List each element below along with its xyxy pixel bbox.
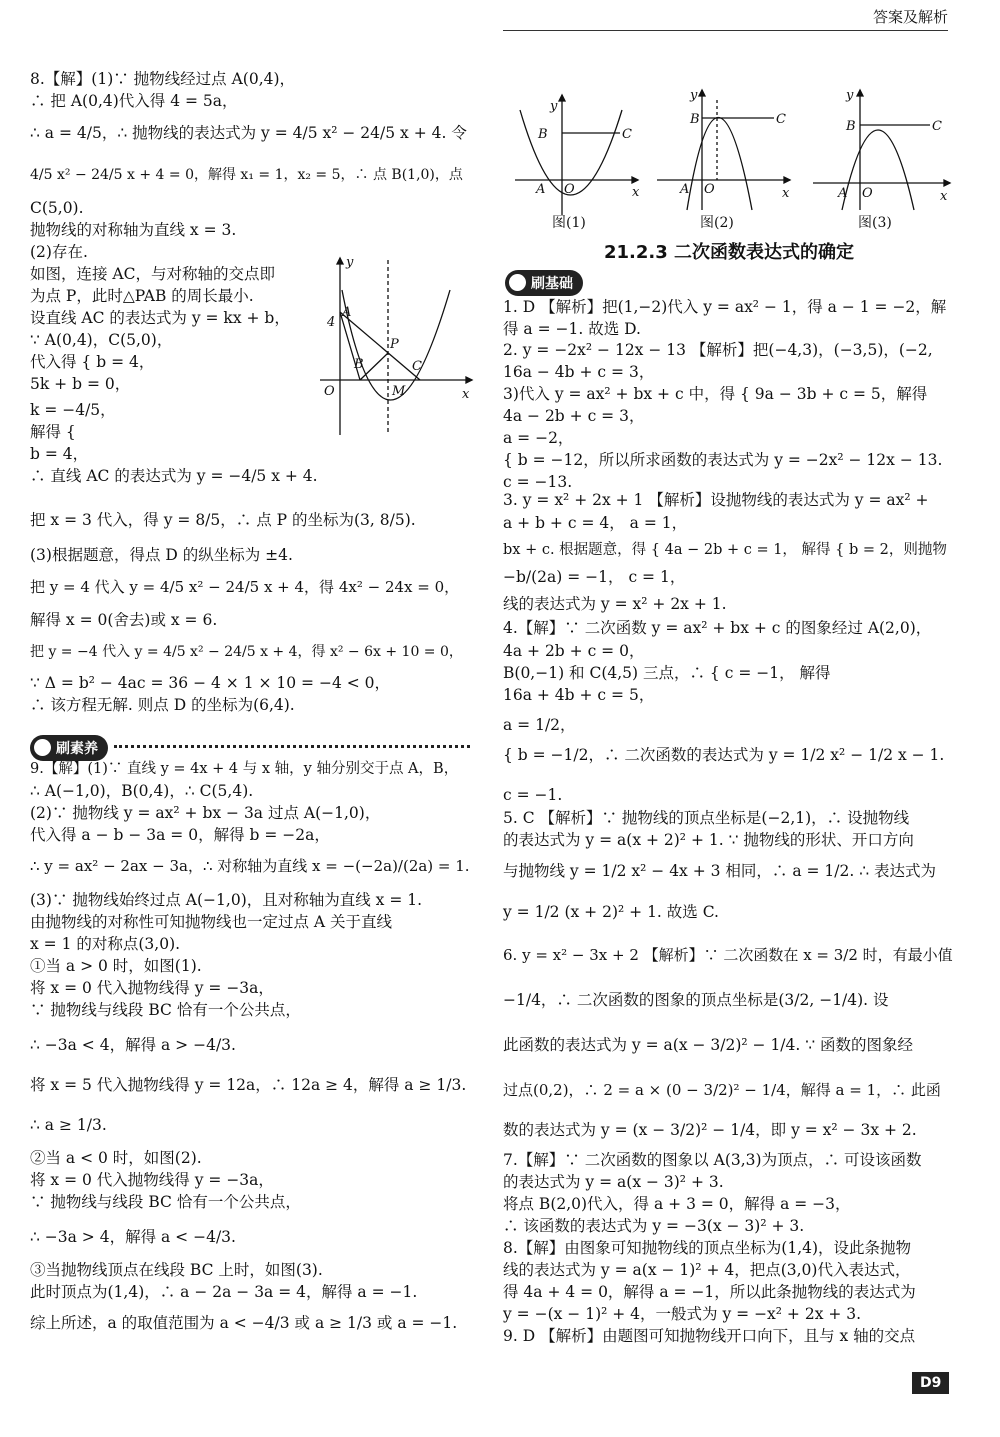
svg-text:4: 4 bbox=[327, 315, 336, 330]
left-text-line-2: ∴ a = 4/5，∴ 抛物线的表达式为 y = 4/5 x² − 24/5 x + 4. 令 bbox=[30, 124, 467, 142]
svg-text:O: O bbox=[564, 182, 575, 197]
right-text-line-20: c = −1. bbox=[503, 786, 563, 804]
svg-text:P: P bbox=[390, 337, 399, 352]
left-text-line-40: ∵ 抛物线与线段 BC 恰有一个公共点， bbox=[30, 1193, 301, 1211]
right-text-line-17: 16a + 4b + c = 5， bbox=[503, 686, 655, 704]
right-text-line-16: B(0,−1) 和 C(4,5) 三点，∴ { c = −1， 解得 bbox=[503, 664, 831, 682]
figure-2 bbox=[652, 85, 797, 215]
left-text-line-26: (2)∵ 抛物线 y = ax² + bx − 3a 过点 A(−1,0)， bbox=[30, 804, 381, 822]
left-text-line-4: C(5,0). bbox=[30, 199, 84, 217]
left-text-line-13: k = −4/5， bbox=[30, 401, 116, 419]
svg-text:y: y bbox=[346, 255, 354, 270]
svg-text:B: B bbox=[690, 112, 700, 127]
left-text-line-9: 设直线 AC 的表达式为 y = kx + b， bbox=[30, 309, 290, 327]
right-text-line-26: −1/4，∴ 二次函数的图象的顶点坐标是(3/2, −1/4). 设 bbox=[503, 991, 889, 1009]
figure-1-caption: 图(1) bbox=[552, 215, 586, 231]
left-text-line-30: 由抛物线的对称性可知抛物线也一定过点 A 关于直线 bbox=[30, 913, 393, 931]
right-text-line-30: 7.【解】∵ 二次函数的图象以 A(3,3)为顶点，∴ 可设该函数 bbox=[503, 1151, 922, 1169]
right-text-line-5: 4a − 2b + c = 3， bbox=[503, 407, 645, 425]
right-text-line-12: −b/(2a) = −1， c = 1， bbox=[503, 568, 686, 586]
left-text-line-1: ∴ 把 A(0,4)代入得 4 = 5a， bbox=[30, 92, 238, 110]
page-number: D9 bbox=[912, 1372, 949, 1394]
badge-quality-label: 刷素养 bbox=[30, 735, 108, 761]
left-text-line-36: 将 x = 5 代入抛物线得 y = 12a，∴ 12a ≥ 4，解得 a ≥ 1/3. bbox=[30, 1076, 467, 1094]
badge-quality bbox=[30, 733, 470, 763]
left-text-line-11: 代入得 { b = 4， bbox=[30, 353, 155, 371]
figure-3-caption: 图(3) bbox=[858, 215, 892, 231]
header-rule bbox=[503, 30, 948, 31]
left-text-line-32: ①当 a > 0 时，如图(1). bbox=[30, 957, 202, 975]
svg-text:y: y bbox=[846, 88, 854, 103]
left-text-line-14: 解得 { bbox=[30, 423, 76, 441]
right-text-line-27: 此函数的表达式为 y = a(x − 3/2)² − 1/4. ∵ 函数的图象经 bbox=[503, 1036, 914, 1054]
svg-text:x: x bbox=[462, 387, 470, 402]
badge-quality-dots bbox=[114, 745, 470, 752]
right-text-line-21: 5. C 【解析】∵ 抛物线的顶点坐标是(−2,1)，∴ 设抛物线 bbox=[503, 809, 910, 827]
left-text-line-15: b = 4， bbox=[30, 445, 89, 463]
right-text-line-4: 3)代入 y = ax² + bx + c 中，得 { 9a − 3b + c = 5，解得 bbox=[503, 385, 928, 403]
left-text-line-41: ∴ −3a > 4，解得 a < −4/3. bbox=[30, 1228, 236, 1246]
svg-text:x: x bbox=[940, 189, 948, 204]
left-text-line-44: 综上所述，a 的取值范围为 a < −4/3 或 a ≥ 1/3 或 a = −1. bbox=[30, 1314, 458, 1332]
left-text-line-29: (3)∵ 抛物线始终过点 A(−1,0)，且对称轴为直线 x = 1. bbox=[30, 891, 423, 909]
right-text-line-11: bx + c. 根据题意，得 { 4a − 2b + c = 1， 解得 { b = 2，则抛物 bbox=[503, 542, 947, 558]
svg-text:B: B bbox=[846, 119, 856, 134]
svg-text:C: C bbox=[622, 127, 632, 142]
page-header-title: 答案及解析 bbox=[872, 8, 948, 26]
right-text-line-38: 9. D 【解析】由题图可知抛物线开口向下，且与 x 轴的交点 bbox=[503, 1327, 916, 1345]
left-text-line-31: x = 1 的对称点(3,0). bbox=[30, 935, 181, 953]
right-text-line-8: c = −13. bbox=[503, 473, 573, 491]
left-text-line-6: (2)存在. bbox=[30, 243, 88, 261]
right-text-line-9: 3. y = x² + 2x + 1 【解析】设抛物线的表达式为 y = ax² + bbox=[503, 491, 929, 509]
left-text-line-33: 将 x = 0 代入抛物线得 y = −3a， bbox=[30, 979, 274, 997]
left-text-line-10: ∵ A(0,4)，C(5,0)， bbox=[30, 331, 173, 349]
left-text-line-35: ∴ −3a < 4，解得 a > −4/3. bbox=[30, 1036, 236, 1054]
section-title: 21.2.3 二次函数表达式的确定 bbox=[604, 242, 855, 263]
svg-text:y: y bbox=[550, 99, 558, 114]
right-text-line-28: 过点(0,2)，∴ 2 = a × (0 − 3/2)² − 1/4，解得 a = 1，∴ 此函 bbox=[503, 1081, 941, 1099]
left-text-line-16: ∴ 直线 AC 的表达式为 y = −4/5 x + 4. bbox=[30, 467, 318, 485]
left-text-line-43: 此时顶点为(1,4)，∴ a − 2a − 3a = 4，解得 a = −1. bbox=[30, 1283, 418, 1301]
left-text-line-19: 把 y = 4 代入 y = 4/5 x² − 24/5 x + 4，得 4x² − 24x = 0， bbox=[30, 578, 460, 596]
left-text-line-38: ②当 a < 0 时，如图(2). bbox=[30, 1149, 202, 1167]
left-text-line-7: 如图，连接 AC，与对称轴的交点即 bbox=[30, 265, 275, 283]
left-text-line-39: 将 x = 0 代入抛物线得 y = −3a， bbox=[30, 1171, 274, 1189]
left-text-line-34: ∵ 抛物线与线段 BC 恰有一个公共点， bbox=[30, 1001, 301, 1019]
right-text-line-35: 线的表达式为 y = a(x − 1)² + 4，把点(3,0)代入表达式， bbox=[503, 1261, 911, 1279]
right-text-line-34: 8.【解】由图象可知抛物线的顶点坐标为(1,4)，设此条抛物 bbox=[503, 1239, 912, 1257]
left-text-line-24: 9.【解】(1)∵ 直线 y = 4x + 4 与 x 轴，y 轴分别交于点 A，B， bbox=[30, 761, 459, 777]
svg-text:A: A bbox=[838, 186, 848, 201]
left-text-line-20: 解得 x = 0(舍去)或 x = 6. bbox=[30, 611, 218, 629]
left-text-line-0: 8.【解】(1)∵ 抛物线经过点 A(0,4)， bbox=[30, 70, 296, 88]
left-text-line-27: 代入得 a − b − 3a = 0，解得 b = −2a， bbox=[30, 826, 330, 844]
right-text-line-2: 2. y = −2x² − 12x − 13 【解析】把(−4,3)，(−3,5)，(−2, bbox=[503, 341, 933, 359]
right-text-line-31: 的表达式为 y = a(x − 3)² + 3. bbox=[503, 1173, 724, 1191]
right-text-line-23: 与抛物线 y = 1/2 x² − 4x + 3 相同，∴ a = 1/2. ∴ 表达式为 bbox=[503, 862, 937, 880]
svg-text:C: C bbox=[932, 119, 942, 134]
right-text-line-13: 线的表达式为 y = x² + 2x + 1. bbox=[503, 595, 727, 613]
svg-text:O: O bbox=[862, 186, 873, 201]
left-text-line-17: 把 x = 3 代入，得 y = 8/5，∴ 点 P 的坐标为(3, 8/5). bbox=[30, 511, 416, 529]
right-text-line-1: 得 a = −1. 故选 D. bbox=[503, 320, 641, 338]
left-text-line-22: ∵ Δ = b² − 4ac = 36 − 4 × 1 × 10 = −4 < 0， bbox=[30, 674, 391, 692]
svg-text:O: O bbox=[704, 182, 715, 197]
left-text-line-23: ∴ 该方程无解. 则点 D 的坐标为(6,4). bbox=[30, 696, 295, 714]
right-text-line-24: y = 1/2 (x + 2)² + 1. 故选 C. bbox=[503, 903, 719, 921]
right-text-line-36: 得 4a + 4 = 0，解得 a = −1，所以此条抛物线的表达式为 bbox=[503, 1283, 916, 1301]
svg-text:A: A bbox=[680, 182, 690, 197]
right-text-line-29: 数的表达式为 y = (x − 3/2)² − 1/4，即 y = x² − 3x + 2. bbox=[503, 1121, 917, 1139]
svg-text:x: x bbox=[632, 185, 640, 200]
right-text-line-33: ∴ 该函数的表达式为 y = −3(x − 3)² + 3. bbox=[503, 1217, 805, 1235]
right-text-line-10: a + b + c = 4， a = 1， bbox=[503, 514, 688, 532]
left-text-line-21: 把 y = −4 代入 y = 4/5 x² − 24/5 x + 4，得 x² − 6x + 10 = 0， bbox=[30, 644, 463, 660]
right-text-line-15: 4a + 2b + c = 0， bbox=[503, 642, 645, 660]
svg-text:x: x bbox=[782, 186, 790, 201]
badge-basic bbox=[505, 268, 945, 298]
svg-text:C: C bbox=[776, 112, 786, 127]
right-text-line-19: { b = −1/2，∴ 二次函数的表达式为 y = 1/2 x² − 1/2 x − 1. bbox=[503, 746, 945, 764]
svg-text:B: B bbox=[354, 357, 364, 372]
right-text-line-7: { b = −12，所以所求函数的表达式为 y = −2x² − 12x − 13. bbox=[503, 451, 943, 469]
figure-1 bbox=[510, 90, 645, 220]
figure-3 bbox=[808, 85, 958, 215]
figure-2-caption: 图(2) bbox=[700, 215, 734, 231]
svg-text:A: A bbox=[536, 182, 546, 197]
right-text-line-32: 将点 B(2,0)代入，得 a + 3 = 0，解得 a = −3， bbox=[503, 1195, 851, 1213]
problem-8-graph bbox=[310, 250, 480, 440]
left-text-line-5: 抛物线的对称轴为直线 x = 3. bbox=[30, 221, 237, 239]
right-text-line-6: a = −2， bbox=[503, 429, 574, 447]
left-text-line-25: ∴ A(−1,0)，B(0,4)，∴ C(5,4). bbox=[30, 782, 254, 800]
svg-text:C: C bbox=[412, 359, 422, 374]
right-text-line-14: 4.【解】∵ 二次函数 y = ax² + bx + c 的图象经过 A(2,0)， bbox=[503, 619, 932, 637]
left-text-line-42: ③当抛物线顶点在线段 BC 上时，如图(3). bbox=[30, 1261, 323, 1279]
svg-text:M: M bbox=[392, 384, 406, 399]
badge-basic-label: 刷基础 bbox=[505, 270, 583, 296]
left-text-line-8: 为点 P，此时△PAB 的周长最小. bbox=[30, 287, 254, 305]
right-text-line-3: 16a − 4b + c = 3， bbox=[503, 363, 655, 381]
right-text-line-18: a = 1/2， bbox=[503, 716, 576, 734]
svg-text:y: y bbox=[690, 88, 698, 103]
right-text-line-37: y = −(x − 1)² + 4，一般式为 y = −x² + 2x + 3. bbox=[503, 1305, 862, 1323]
right-text-line-22: 的表达式为 y = a(x + 2)² + 1. ∵ 抛物线的形状、开口方向 bbox=[503, 831, 914, 849]
svg-text:A: A bbox=[342, 305, 352, 320]
svg-text:B: B bbox=[538, 127, 548, 142]
left-text-line-18: (3)根据题意，得点 D 的纵坐标为 ±4. bbox=[30, 546, 293, 564]
svg-text:O: O bbox=[324, 384, 335, 399]
left-text-line-3: 4/5 x² − 24/5 x + 4 = 0，解得 x₁ = 1，x₂ = 5，∴ 点 B(1,0)，点 bbox=[30, 167, 463, 183]
right-text-line-25: 6. y = x² − 3x + 2 【解析】∵ 二次函数在 x = 3/2 时，有最小值 bbox=[503, 946, 953, 964]
left-text-line-12: 5k + b = 0， bbox=[30, 375, 131, 393]
right-text-line-0: 1. D 【解析】把(1,−2)代入 y = ax² − 1，得 a − 1 = −2，解 bbox=[503, 298, 947, 316]
left-text-line-28: ∴ y = ax² − 2ax − 3a，∴ 对称轴为直线 x = −(−2a)/(2a) = 1. bbox=[30, 857, 470, 875]
left-text-line-37: ∴ a ≥ 1/3. bbox=[30, 1116, 107, 1134]
